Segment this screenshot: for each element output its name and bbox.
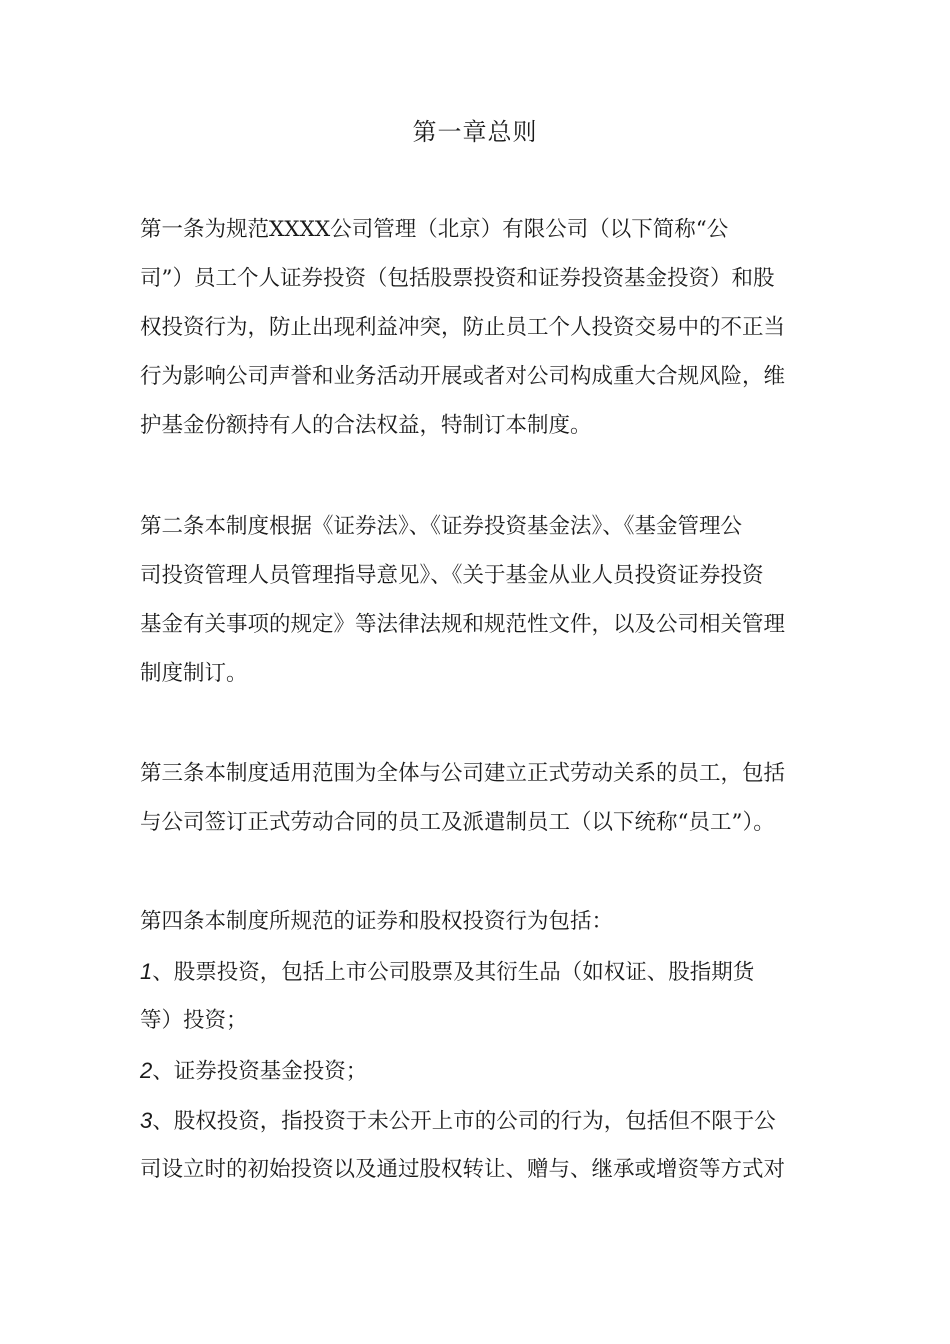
article-1-line: 第一条为规范XXXX公司管理（北京）有限公司（以下简称“公: [140, 217, 729, 242]
article-4-item-1: [140, 947, 754, 997]
item-number: 3: [140, 1108, 153, 1133]
article-2-line: 司投资管理人员管理指导意见》、《关于基金从业人员投资证券投资: [140, 563, 764, 588]
article-1-line: 护基金份额持有人的合法权益，特制订本制度。: [140, 413, 592, 438]
article-4-item-3: [140, 1096, 776, 1146]
item-text: 、股权投资，指投资于未公开上市的公司的行为，包括但不限于公: [152, 1109, 776, 1134]
chapter-title: 第一章总则: [412, 118, 538, 146]
article-4-intro: 第四条本制度所规范的证券和股权投资行为包括：: [140, 909, 614, 934]
article-1-line: 司”）员工个人证券投资（包括股票投资和证券投资基金投资）和股: [140, 266, 775, 291]
article-2-line: 基金有关事项的规定》等法律法规和规范性文件，以及公司相关管理: [140, 612, 786, 637]
article-4-item-3-cont: 司设立时的初始投资以及通过股权转让、赠与、继承或增资等方式对: [140, 1157, 786, 1182]
article-1-line: 权投资行为，防止出现利益冲突，防止员工个人投资交易中的不正当: [140, 315, 786, 340]
article-4-item-1-cont: 等）投资；: [140, 1008, 248, 1033]
article-1-line: 行为影响公司声誉和业务活动开展或者对公司构成重大合规风险，维: [140, 364, 786, 389]
item-text: 、股票投资，包括上市公司股票及其衍生品（如权证、股指期货: [152, 960, 755, 985]
article-1: [140, 205, 820, 450]
article-3-line: 第三条本制度适用范围为全体与公司建立正式劳动关系的员工，包括: [140, 761, 786, 786]
item-number: 1: [140, 959, 153, 984]
article-2-line: 第二条本制度根据《证券法》、《证券投资基金法》、《基金管理公: [140, 514, 743, 539]
article-3-line: 与公司签订正式劳动合同的员工及派遣制员工（以下统称“员工”）。: [140, 810, 775, 835]
article-2: [140, 502, 820, 698]
article-3: [140, 749, 820, 847]
item-number: 2: [140, 1058, 153, 1083]
item-text: 、证券投资基金投资；: [152, 1059, 368, 1084]
article-2-line: 制度制订。: [140, 661, 248, 686]
article-4-item-2: [140, 1046, 367, 1096]
